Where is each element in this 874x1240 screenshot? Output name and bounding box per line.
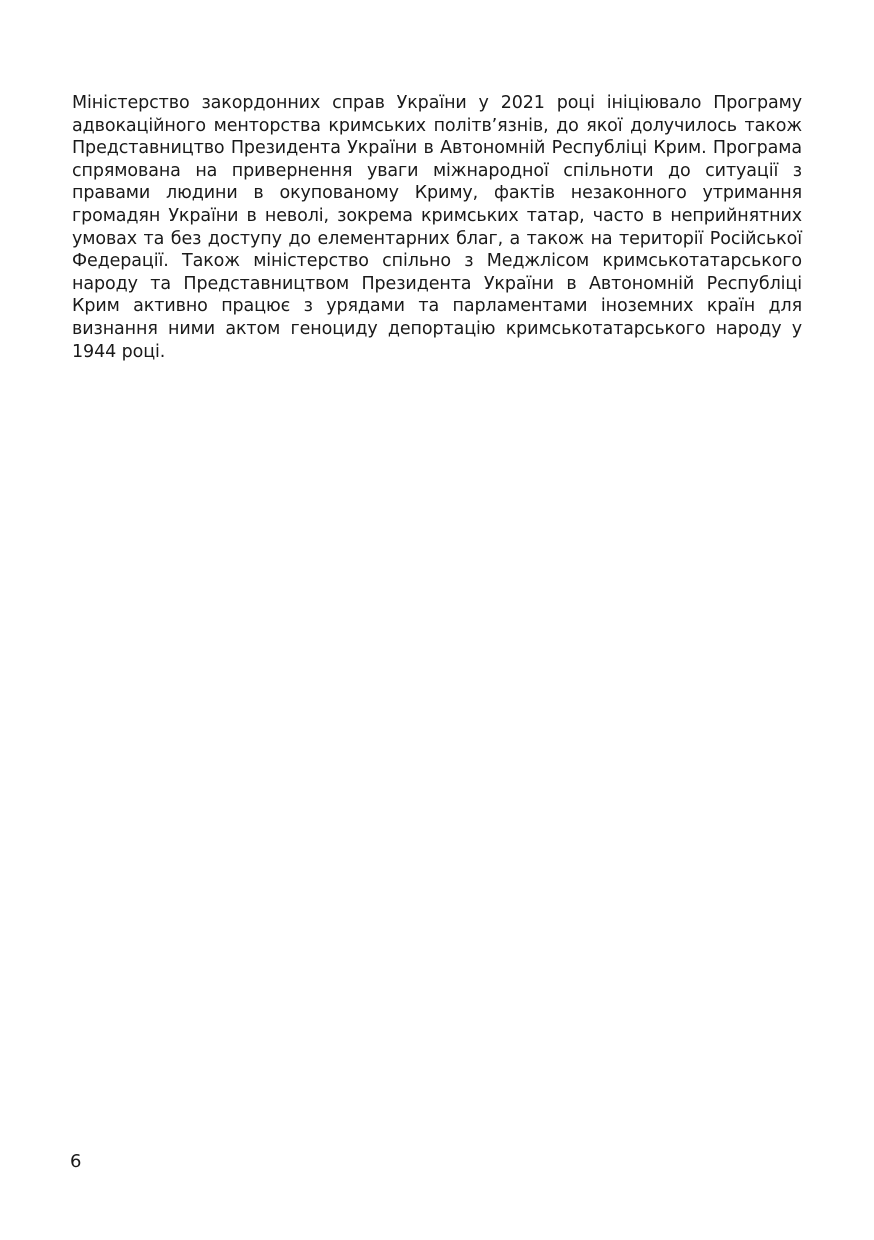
body-paragraph: Міністерство закордонних справ України у 2021 році ініціювало Програму адвокаційного менторства кримських політв’язнів, до якої долучилось також Представництво Президента України в Автономній Республіці Крим. Програма спрямована на привернення уваги міжнародної спільноти до ситуації з правами людини в окупованому Криму, фактів незаконного утримання громадян України в неволі, зокрема кримських татар, часто в неприйнятних умовах та без доступу до елементарних благ, а також на території Російської Федерації. Також міністерство спільно з Меджлісом кримськотатарського народу та Представництвом Президента України в Автономній Республіці Крим активно працює з урядами та парламентами іноземних країн для визнання ними актом геноциду депортацію кримськотатарського народу у 1944 році.	[72, 93, 802, 362]
page-number: 6	[70, 1151, 82, 1172]
